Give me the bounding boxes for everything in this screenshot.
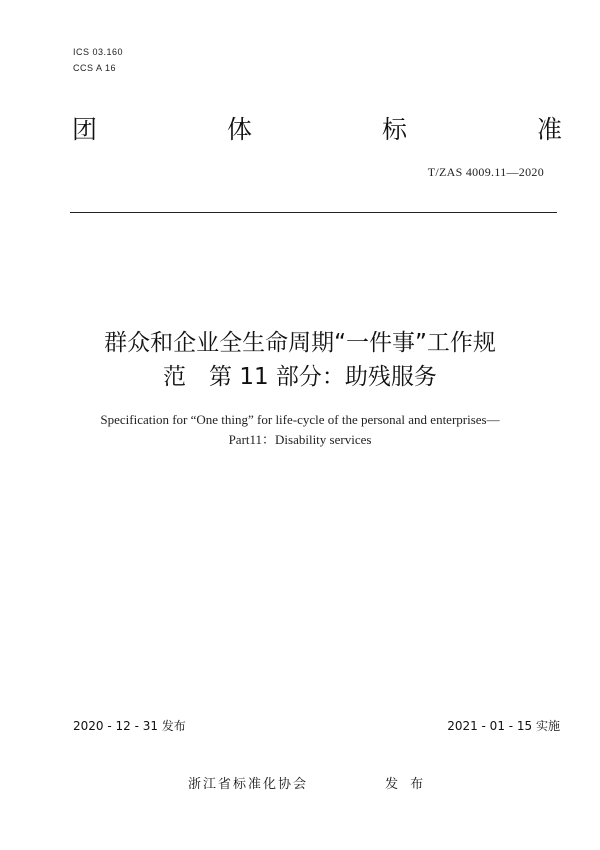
- english-title-line-2: Part11：Disability services: [228, 432, 372, 447]
- standard-type-char-2: 体: [226, 115, 252, 144]
- ccs-code: CCS A 16: [73, 63, 117, 73]
- standard-number: T/ZAS 4009.11—2020: [427, 165, 544, 179]
- publisher-name: 浙江省标准化协会: [188, 777, 309, 792]
- classification-codes: [73, 44, 123, 76]
- standard-type-heading: [72, 113, 562, 147]
- chinese-title-line-1: 群众和企业全生命周期“一件事”工作规: [104, 330, 496, 356]
- implementation-date: 2021 - 01 - 15 实施: [447, 719, 560, 733]
- english-title-line-1: Specification for “One thing” for life-cycle of the personal and enterprises—: [100, 412, 500, 427]
- english-title: [50, 410, 550, 450]
- ics-code: ICS 03.160: [73, 47, 124, 57]
- standard-type-char-3: 标: [381, 115, 407, 144]
- chinese-title: [50, 326, 550, 394]
- standard-type-char-1: 团: [72, 115, 98, 144]
- issue-date: 2020 - 12 - 31 发布: [73, 719, 186, 733]
- publish-label: 发 布: [385, 777, 428, 792]
- header-divider: [70, 212, 557, 213]
- standard-type-char-4: 准: [536, 115, 562, 144]
- chinese-title-line-2: 范 第 11 部分：助残服务: [163, 364, 437, 390]
